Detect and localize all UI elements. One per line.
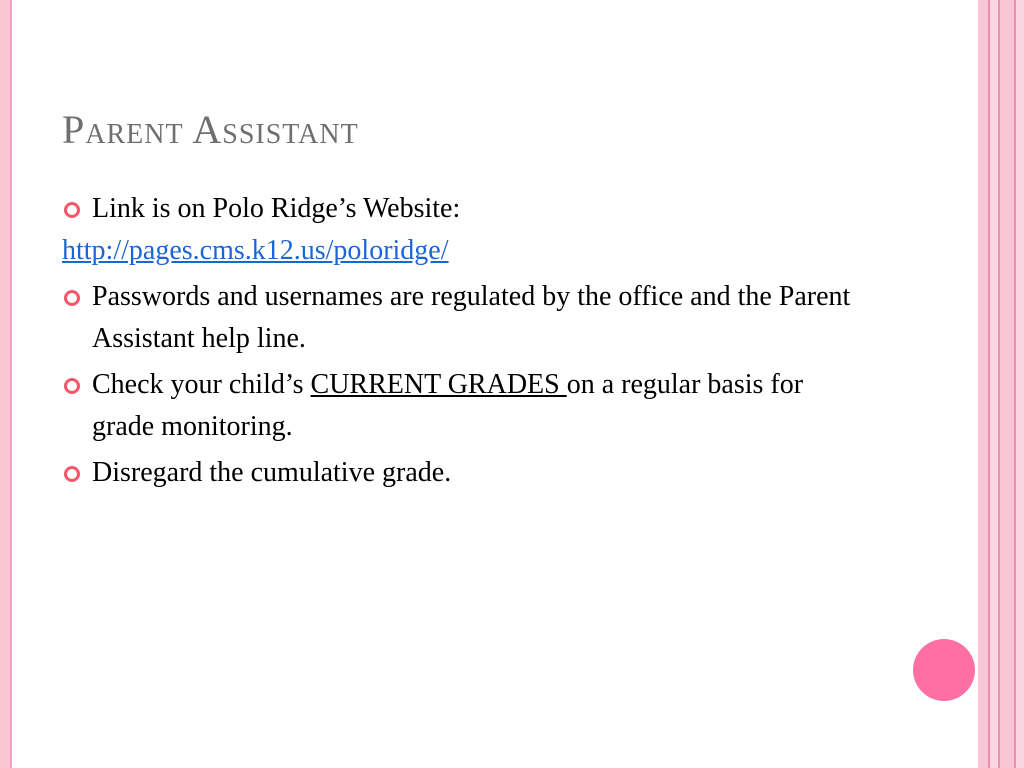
bullet-text-prefix: Check your child’s (92, 369, 311, 400)
left-border (0, 0, 10, 768)
bullet-text: Link is on Polo Ridge’s Website: (92, 193, 461, 224)
bullet-text: Disregard the cumulative grade. (92, 457, 452, 488)
bullet-item (62, 276, 862, 360)
left-border-line (10, 0, 12, 768)
right-border-band (990, 0, 998, 768)
bullet-circle-icon (64, 466, 80, 482)
bullet-item (62, 452, 862, 494)
bullet-item (62, 188, 862, 230)
website-link[interactable]: http://pages.cms.k12.us/poloridge/ (62, 235, 449, 266)
right-border-band (1000, 0, 1014, 768)
slide-title: Parent Assistant (62, 107, 359, 152)
bullet-text-suffix: on a regular basis for grade monitoring. (92, 369, 804, 442)
right-border-band (978, 0, 988, 768)
bullet-text-emphasis: CURRENT GRADES (310, 369, 567, 400)
bullet-circle-icon (64, 290, 80, 306)
decorative-circle (913, 639, 975, 701)
bullet-circle-icon (64, 202, 80, 218)
bullet-text: Passwords and usernames are regulated by the office and the Parent Assistant help line. (92, 281, 851, 354)
bullet-circle-icon (64, 378, 80, 394)
slide-content (62, 188, 862, 494)
bullet-item (62, 364, 862, 448)
right-border-band (1016, 0, 1024, 768)
